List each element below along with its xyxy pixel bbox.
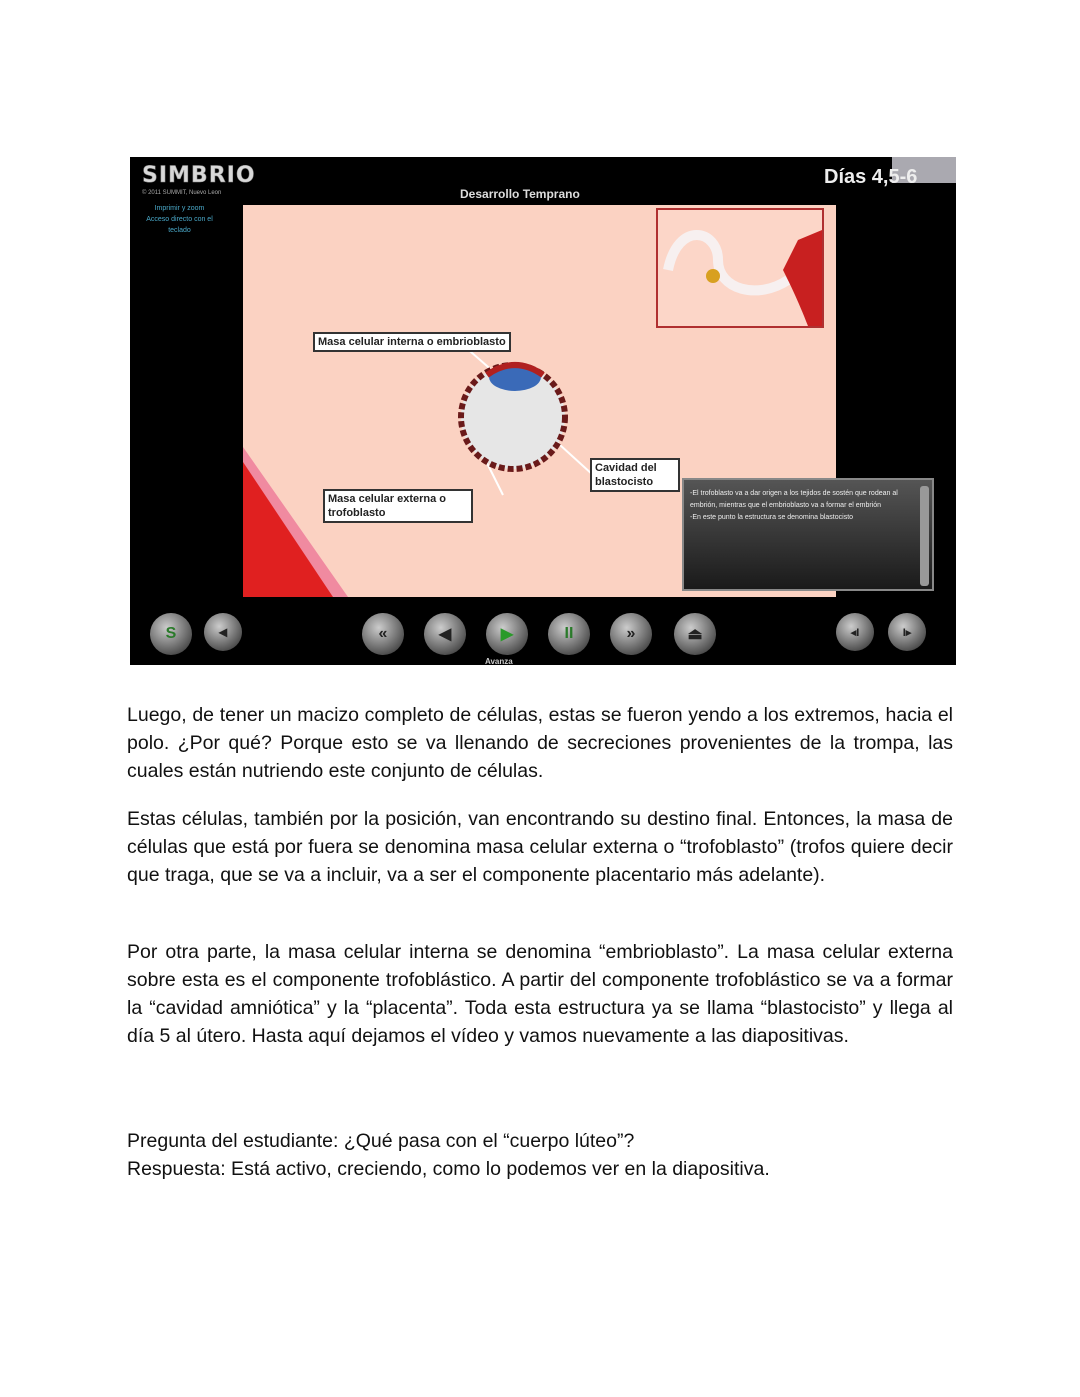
s-button[interactable]: S [150,613,192,655]
previous-button[interactable]: ◀ [424,613,466,655]
caption-scrollbar[interactable] [920,486,929,586]
next-slide-button[interactable]: I▸ [888,613,926,651]
eject-button[interactable]: ⏏ [674,613,716,655]
side-links [142,203,217,236]
keyboard-shortcuts-link[interactable]: Acceso directo con el teclado [146,216,213,234]
label-outer-cell-mass: Masa celular externa o trofoblasto [323,489,473,523]
logo-subtitle: © 2011 SUMMIT, Nuevo Leon [142,190,222,196]
paragraph: Por otra parte, la masa celular interna se denomina “embrioblasto”. La masa celular externa sobre esta es el componente trofoblástico. A partir del componente trofoblástico se va a formar la “cavidad amniótica” y la “placenta”. Toda esta estructura ya se llama “blastocisto” y llega al día 5 al útero. Hasta aquí dejamos el vídeo y vamos nuevamente a las diapositivas. [127,941,953,1047]
student-question: Pregunta del estudiante: ¿Qué pasa con el “cuerpo lúteo”? [127,1130,635,1152]
back-small-button[interactable]: ◂ [204,613,242,651]
fast-forward-button[interactable]: » [610,613,652,655]
advance-label: Avanza [485,657,513,665]
video-title: Desarrollo Temprano [460,187,580,201]
answer: Respuesta: Está activo, creciendo, como lo podemos ver en la diapositiva. [127,1158,770,1180]
caption-line: -En este punto la estructura se denomina blastocisto [690,514,854,521]
rewind-button[interactable]: « [362,613,404,655]
video-screenshot [130,157,956,665]
logo: SIMBRIO [142,163,256,188]
days-label: Días 4,5-6 [824,166,918,188]
caption-line: -El trofoblasto va a dar origen a los tejidos de sostén que rodean al embrión, mientras que el embrioblasto va a formar el embrión [690,490,898,509]
paragraph: Luego, de tener un macizo completo de células, estas se fueron yendo a los extremos, hacia el polo. ¿Por qué? Porque esto se va llenando de secreciones provenientes de la trompa, las cuales están nutriendo este conjunto de células. [127,704,953,782]
paragraph: Estas células, también por la posición, van encontrando su destino final. Entonces, la masa de células que está por fuera se denomina masa celular externa o “trofoblasto” (trofos quiere decir que traga, que se va a incluir, va a ser el componente placentario más adelante). [127,808,953,886]
print-zoom-link[interactable]: Imprimir y zoom [154,205,205,212]
prev-slide-button[interactable]: ◂I [836,613,874,651]
label-inner-cell-mass: Masa celular interna o embrioblasto [313,332,511,352]
play-button[interactable]: ▶ [486,613,528,655]
label-blastocyst-cavity: Cavidad del blastocisto [590,458,680,492]
pause-button[interactable]: II [548,613,590,655]
caption-panel [682,478,934,591]
